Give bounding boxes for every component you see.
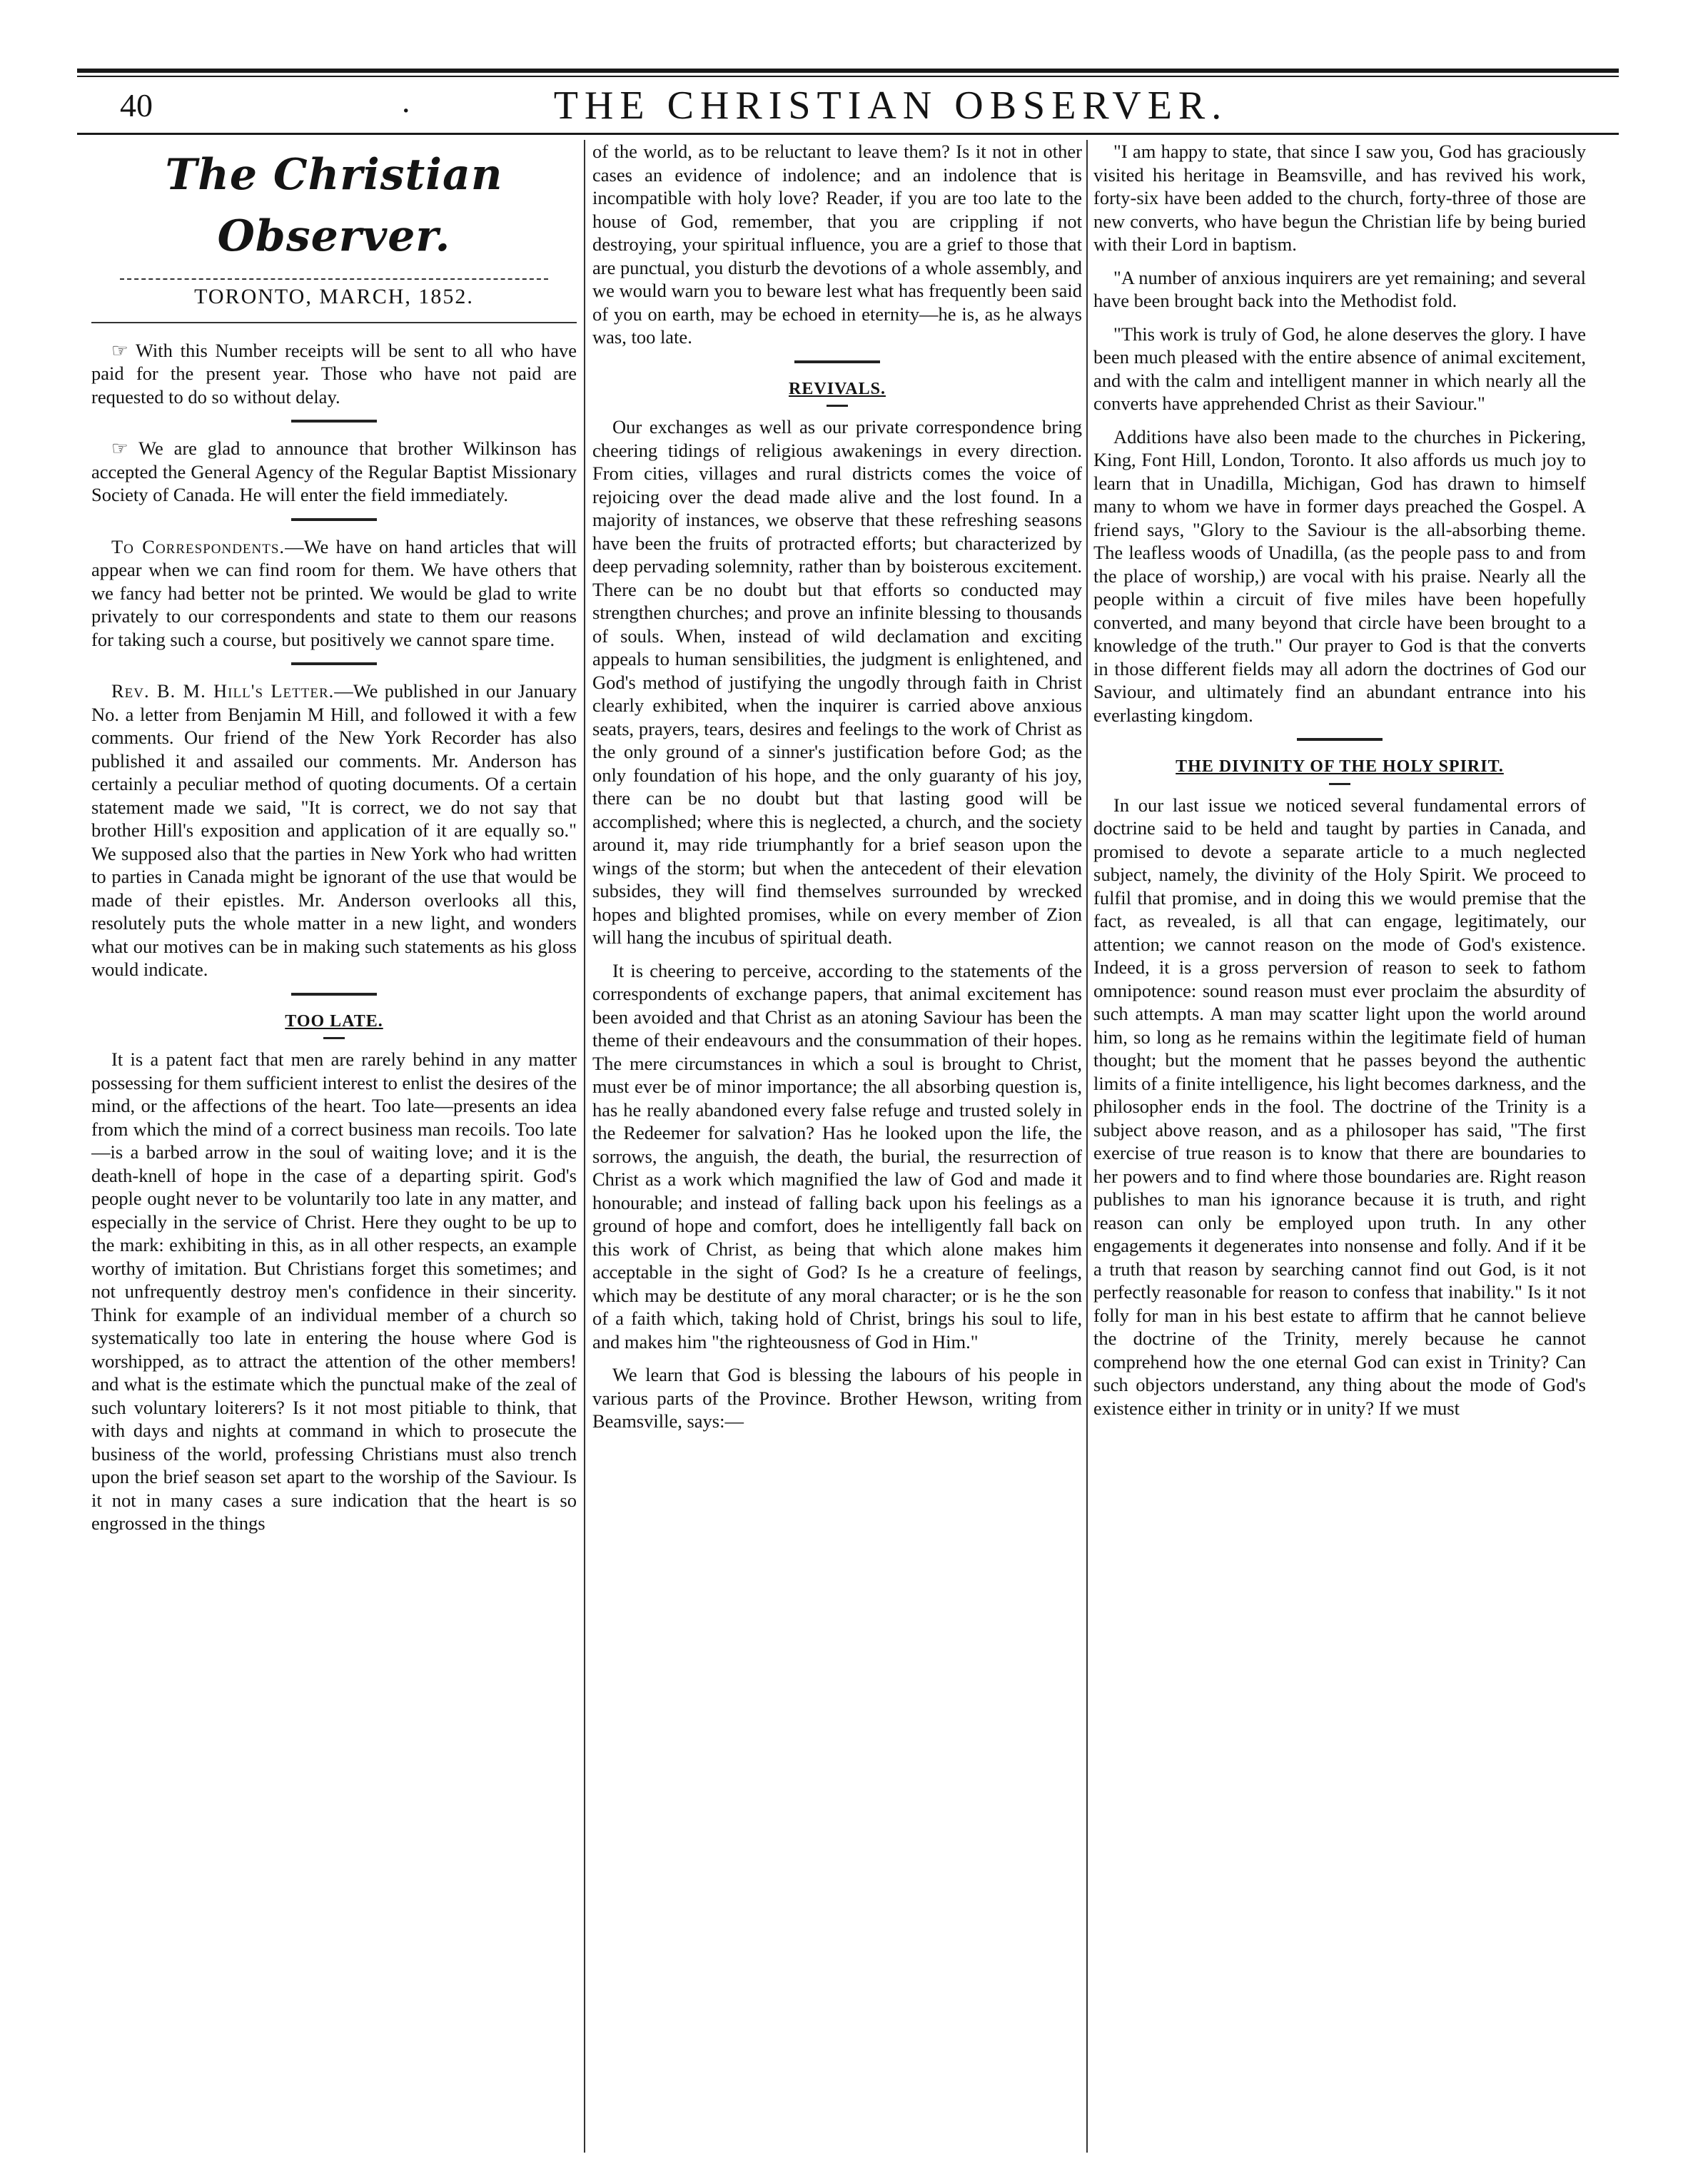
column-divider-2 [1086,140,1088,2153]
separator [291,993,377,996]
too-late-continued: of the world, as to be reluctant to leave them? Is it not in other cases an evidence of indolence; and an indolence that is incompatible with holy love? Reader, if you are too late to the house of God, remember, that you are crippling if not destroying, your spiritual influence, you are a grief to those that are punctual, you disturb the devotions of a whole assembly, and we would warn you to beware lest what has frequently been said of you on earth, may be echoed in eternity—he is, as he always was, too late. [592,141,1082,348]
page-number: 40 [120,87,153,123]
separator [291,662,377,665]
correspondents-label: To Correspondents. [111,535,285,557]
revivals-paragraph-2: It is cheering to perceive, according to the statements of the correspondents of exchange papers, that animal excitement has been avoided and that Christ as an atoning Saviour has been the theme of their endeavours and the consummation of their hopes. The mere circumstances in which a soul is brought to Christ, must ever be of minor importance; the all absorbing question is, has he really abandoned every false refuge and trusted solely in the Redeemer for salvation? Has he looked upon the life, the sorrows, the anguish, the death, the burial, the resurrection of Christ as a work which magnified the law of God and made it honourable; and instead of falling back upon his feelings as a ground of hope and comfort, does he intelligently fall back on this work of Christ, as being that which alone makes him acceptable in the sight of God? Is he a creature of feelings, which may be destitute of any moral character; or is he the son of a faith which, taking hold of Christ, brings his soul to life, and makes him "the righteousness of God in Him." [592,959,1082,1353]
masthead-dot: . [402,83,410,119]
separator [1297,738,1383,741]
heading-dash [827,405,848,407]
too-late-article: It is a patent fact that men are rarely behind in any matter possessing for them sufficient interest to enlist the desires of the mind, or the affections of the heart. Too late—presents an idea from which the mind of a correct business man recoils. Too late—is a barbed arrow in the soul of waiting love; and it is the death-knell of hope in the case of a departing spirit. God's people ought never to be voluntarily too late in any matter, and especially in the service of Christ. Here they ought to be up to the mark: exhibiting in this, as in all other respects, an example worthy of imitation. But Christians forget this sometimes; and not unfrequently destroy men's confidence in their sincerity. Think for example of an individual member of a church so systematically too late in entering the house where God is worshipped, as to attract the attention of the other members! and what is the estimate which the punctual make of the zeal of such voluntary loiterers? Is it not most pitiable to think, that with days and nights at command in which to prosecute the business of the world, professing Christians must also trench upon the brief season set apart to the worship of the Saviour. Is it not in many cases a sure indication that the heart is so engrossed in the things [91,1048,577,1534]
beamsville-quote-3: "This work is truly of God, he alone deserves the glory. I have been much pleased with the entire absence of animal excitement, and with the calm and intelligent manner in which nearly all the converts have apprehended Christ as their Saviour." [1093,323,1586,414]
heading-dash [1329,783,1350,785]
divinity-article: In our last issue we noticed several fundamental errors of doctrine said to be held and taught by parties in Canada, and promised to devote a separate article to a much neglected subject, namely, the divinity of the Holy Spirit. We proceed to fulfil that promise, and in doing this we would premise that the fact, as revealed, is all that can engage, legitimately, our attention; we cannot reason on the mode of God's existence. Indeed, it is a gross perversion of reason to seek to fathom omnipotence: sound reason must ever proclaim the absurdity of such attempts. A man may scatter light upon the world around him, so long as he remains within the legitimate field of human thought; but the moment that he passes beyond the authentic limits of a finite intelligence, his light becomes darkness, and the philosopher ends in the fool. The doctrine of the Trinity is a subject above reason, and as a philosoper has said, "The first exercise of true reason is to know that there are boundaries to her powers and to find where those boundaries are. Right reason publishes to man his ignorance because it is truth, and right reason can only be employed upon truth. In any other engagements it degenerates into nonsense and folly. And if it be a truth that reason by searching cannot find out God, is it not perfectly reasonable for reason to confess that inability." Is it not folly for man in his best estate to affirm that he cannot believe the doctrine of the Trinity, merely because he cannot comprehend how the one eternal God can exist in Trinity? Can such objectors understand, any thing about the mode of God's existence either in trinity or in unity? If we must [1093,794,1586,1419]
column-3 [1093,140,1586,2153]
revivals-heading: REVIVALS. [789,379,886,398]
column-2 [592,140,1082,2153]
column-divider-1 [584,140,585,2153]
additions-paragraph: Additions have also been made to the churches in Pickering, King, Font Hill, London, Toronto. It also affords us much joy to learn that in Unadilla, Michigan, God has drawn to himself many to whom we have in former days preached the Gospel. A friend says, "Glory to the Saviour is the all-absorbing theme. The leafless woods of Unadilla, (as the people pass to and from the place of worship,) are vocal with his praise. Nearly all the people within a circuit of five miles have been hopefully converted, and many beyond that circle have been brought to a knowledge of the truth." Our prayer to God is that the converts in those different fields may all adorn the doctrines of God our Saviour, and ultimately find an abundant entrance into his everlasting kingdom. [1093,425,1586,726]
receipts-notice: ☞ With this Number receipts will be sent to all who have paid for the present year. Those who have not paid are requested to do so without delay. [91,339,577,408]
beamsville-quote-1: "I am happy to state, that since I saw you, God has graciously visited his heritage in Beamsville, and has revived his work, forty-six have been added to the church, forty-three of those are new converts, who have begun the Christian life by being buried with their Lord in baptism. [1093,141,1586,255]
nameplate: The Christian Observer. [165,150,503,261]
agency-notice: ☞ We are glad to announce that brother Wilkinson has accepted the General Agency of the Regular Baptist Missionary Society of Canada. He will enter the field immediately. [91,438,577,505]
correspondents-text: —We have on hand articles that will appear when we can find room for them. We have others that we fancy had better not be printed. We would be glad to write privately to our correspondents and state to them our reasons for taking such a course, but positively we cannot spare time. [91,535,577,650]
correspondents-notice [91,535,577,652]
hill-letter-notice [91,679,577,981]
too-late-heading: TOO LATE. [285,1011,383,1031]
dateline-rule [91,322,577,323]
hill-letter-label: Rev. B. M. Hill's Letter. [111,680,335,702]
masthead-title: THE CHRISTIAN OBSERVER. [553,84,1228,128]
revivals-paragraph-3: We learn that God is blessing the labours of his people in various parts of the Province. Brother Hewson, writing from Beamsville, says:— [592,1364,1082,1432]
column-1 [91,140,577,2153]
dateline: TORONTO, MARCH, 1852. [194,285,474,308]
separator [794,360,880,363]
separator [291,420,377,423]
masthead-rule [77,133,1619,135]
top-rule-thin [77,76,1619,77]
top-rule [77,69,1619,73]
nameplate-rule [120,271,548,280]
hill-letter-text: —We published in our January No. a letter from Benjamin M Hill, and followed it with a few comments. Our friend of the New York Recorder has also published it and assailed our comments. Mr. Anderson has certainly a peculiar method of quoting documents. Of a certain statement made we said, "It is correct, we do not say that brother Hill's exposition and application of it are equally so." We supposed also that the parties in New York who had written to parties in Canada might be ignorant of the use that would be made of their epistles. Mr. Anderson overlooks all this, resolutely puts the whole matter in a new light, and wonders what our motives can be in making such statements as his gloss would indicate. [91,680,577,980]
revivals-paragraph-1: Our exchanges as well as our private correspondence bring cheering tidings of religious awakenings in every direction. From cities, villages and rural districts comes the voice of rejoicing over the dead made alive and the lost found. In a majority of instances, we observe that these refreshing seasons have been the fruits of protracted efforts; but characterized by deep pervading solemnity, rather than by boisterous excitement. There can be no doubt but that efforts so conducted may strengthen churches; and prove an infinite blessing to thousands of souls. When, instead of wild declamation and exciting appeals to human sensibilities, the judgment is enlightened, and God's method of justifying the ungodly through faith in Christ clearly exhibited, when the inquirer is carried above anxious seats, prayers, tears, desires and feelings to the work of Christ as the only ground of a sinner's justification before God; as the only foundation of his hope, and the only guaranty of his joy, there can be no doubt but that lasting good will be accomplished; where this is neglected, a church, and the society around it, may ride triumphantly for a brief season upon the wings of the storm; but when the antecedent of their elevation subsides, they will find themselves surrounded by wrecked hopes and blighted promises, while on every member of Zion will hang the incubus of spiritual death. [592,416,1082,948]
divinity-heading: THE DIVINITY OF THE HOLY SPIRIT. [1176,757,1504,776]
masthead [77,80,1619,131]
separator [291,518,377,521]
beamsville-quote-2: "A number of anxious inquirers are yet remaining; and several have been brought back into the Methodist fold. [1093,266,1586,311]
heading-dash [323,1037,345,1039]
